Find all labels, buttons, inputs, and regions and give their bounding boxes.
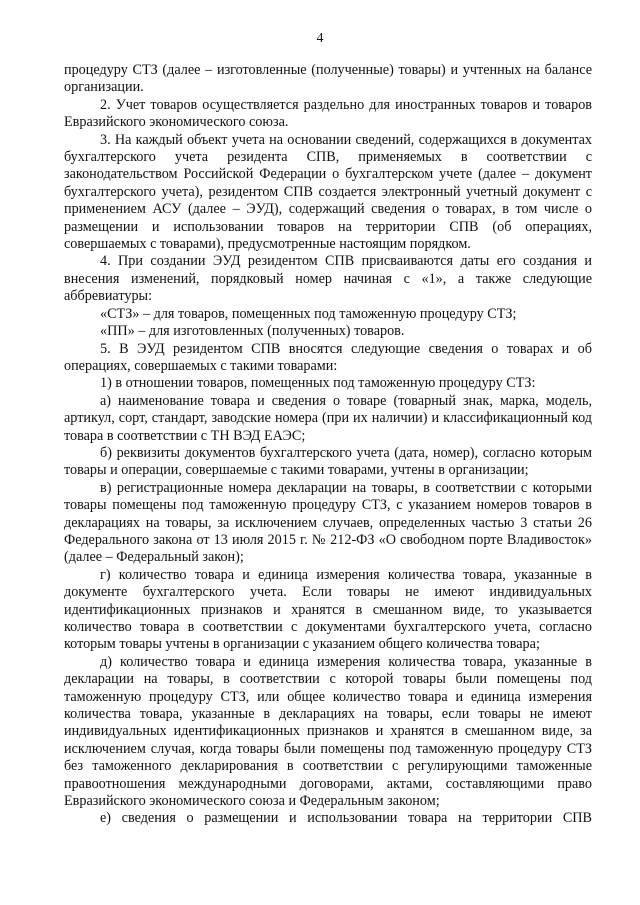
paragraph-item-2: 2. Учет товаров осуществляется раздельно для иностранных товаров и товаров Евразийского экономического союза. xyxy=(64,96,592,131)
paragraph-item-4: 4. При создании ЭУД резидентом СПВ присваиваются даты его создания и внесения изменений, порядковый номер начиная с «1», а также следующие аббревиатуры: xyxy=(64,253,592,305)
document-body xyxy=(64,62,592,828)
paragraph-continuation: процедуру СТЗ (далее – изготовленные (полученные) товары) и учтенных на балансе организации. xyxy=(64,62,592,96)
subitem-1: 1) в отношении товаров, помещенных под таможенную процедуру СТЗ: xyxy=(100,375,536,392)
subitem-e: е) сведения о размещении и использовании товара на территории СПВ xyxy=(100,810,592,827)
page-number: 4 xyxy=(316,30,324,45)
abbreviation-pp: «ПП» – для изготовленных (полученных) товаров. xyxy=(100,323,405,340)
subitem-b: б) реквизиты документов бухгалтерского учета (дата, номер), согласно которым товары и операции, совершаемые с такими товарами, учтены в организации; xyxy=(64,444,592,479)
subitem-a: а) наименование товара и сведения о товаре (товарный знак, марка, модель, артикул, сорт, стандарт, заводские номера (при их наличии) и классификационный код товара в соответствии с ТН ВЭД ЕАЭС; xyxy=(64,392,592,444)
paragraph-item-3: 3. На каждый объект учета на основании сведений, содержащихся в документах бухгалтерского учета резидента СПВ, применяемых в соответствии с законодательством Российской Федерации о бухгалтерском учете (далее – документ бухгалтерского учета), резидентом СПВ создается электронный учетный документ с применением АСУ (далее – ЭУД), содержащий сведения о товарах, в том числе о размещении и использовании товаров на территории СПВ (об операциях, совершаемых с товарами), предусмотренные настоящим порядком. xyxy=(64,131,592,253)
subitem-g: г) количество товара и единица измерения количества товара, указанные в документе бухгалтерского учета. Если товары не имеют индивидуальных идентификационных признаков и хранятся в смешанном виде, то указывается количество товара в соответствии с документами бухгалтерского учета, согласно которым товары учтены в организации с указанием общего количества товара; xyxy=(64,566,592,653)
abbreviation-stz: «СТЗ» – для товаров, помещенных под таможенную процедуру СТЗ; xyxy=(100,305,517,322)
subitem-v: в) регистрационные номера декларации на товары, в соответствии с которыми товары помещены под таможенную процедуру СТЗ, с указанием номеров товаров в декларациях на товары, за исключением случаев, определенных частью 3 статьи 26 Федерального закона от 13 июля 2015 г. № 212-ФЗ «О свободном порте Владивосток» (далее – Федеральный закон); xyxy=(64,479,592,566)
subitem-d: д) количество товара и единица измерения количества товара, указанные в декларации на товары, в соответствии с которой товары были помещены под таможенную процедуру СТЗ, или общее количество товара и единица измерения количества товара, указанные в декларациях на товары, если товары не имеют индивидуальных идентификационных признаков и хранятся в смешанном виде, за исключением случая, когда товары были помещены под таможенную процедуру СТЗ без таможенного декларирования в соответствии с регулирующими таможенные правоотношения международными договорами, актами, составляющими право Евразийского экономического союза и Федеральным законом; xyxy=(64,653,592,810)
paragraph-item-5: 5. В ЭУД резидентом СПВ вносятся следующие сведения о товарах и об операциях, совершаемых с такими товарами: xyxy=(64,340,592,374)
